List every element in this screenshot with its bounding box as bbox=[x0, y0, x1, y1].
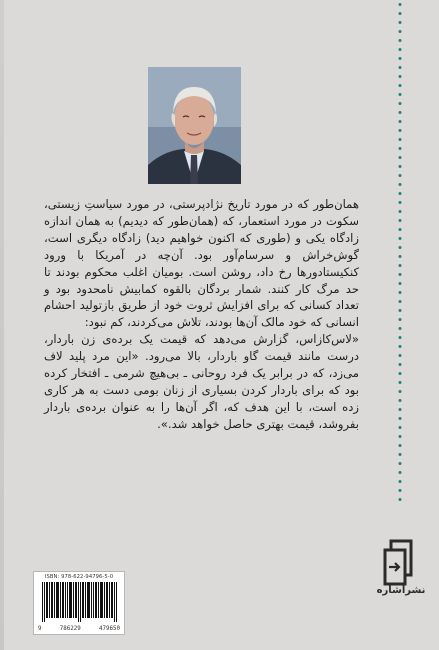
barcode-digit-prefix: 9 bbox=[38, 626, 42, 632]
dotted-decoration bbox=[398, 0, 402, 505]
paragraph-quote: «لاس‌کازاس، گزارش می‌دهد که قیمت یک برده‌ی زن باردار، درست مانند قیمت گاو باردار، بالا می‌رود. «این مرد پلید لاف می‌زد، که در برابر یک فرد روحانی ـ بی‌هیچ شرمی ـ افتخار کرده بود که برای باردار کردن بسیاری از زنان بومی دست به هر کاری زده است، با این هدف که، اگر آن‌ها را به عنوان برده‌ی باردار بفروشد، قیمت بهتری حاصل خواهد شد.». bbox=[44, 332, 359, 431]
barcode-digit-group-1: 786229 bbox=[59, 626, 81, 632]
barcode bbox=[33, 571, 125, 635]
isbn-label: ISBN: 978-622-94796-5-0 bbox=[44, 574, 114, 580]
barcode-bars bbox=[40, 582, 118, 622]
barcode-digit-group-2: 479650 bbox=[99, 626, 120, 632]
publisher-logo-icon bbox=[375, 538, 425, 590]
back-cover-text bbox=[44, 196, 359, 433]
barcode-digits bbox=[34, 626, 124, 632]
paragraph-intro: همان‌طور که در مورد تاریخ نژادپرستی، در مورد سیاستِ زیستی، سکوت در مورد استعمار، که (همان‌طور که دیدیم) به همان اندازه زادگاه یکی و (طوری که اکنون خواهیم دید) زادگاه دیگری است، گوش‌خراش و سرسام‌آور بود. آن‌چه در آمریکا با ورود کنکیستادورها رخ داد، روشن است. بومیان اغلب محکوم بودند تا حد مرگ کار کنند. شمار بردگان بالقوه کمابیش نامحدود بود و تعداد کسانی که برای افزایش ثروت خود از طریق بازتولید احشام انسانی که خود مالک آن‌ها بودند، تلاش می‌کردند، کم نبود: bbox=[44, 197, 359, 330]
author-photo bbox=[148, 67, 241, 184]
spine-edge bbox=[0, 0, 4, 650]
publisher-name: نشراشاره bbox=[376, 585, 426, 596]
